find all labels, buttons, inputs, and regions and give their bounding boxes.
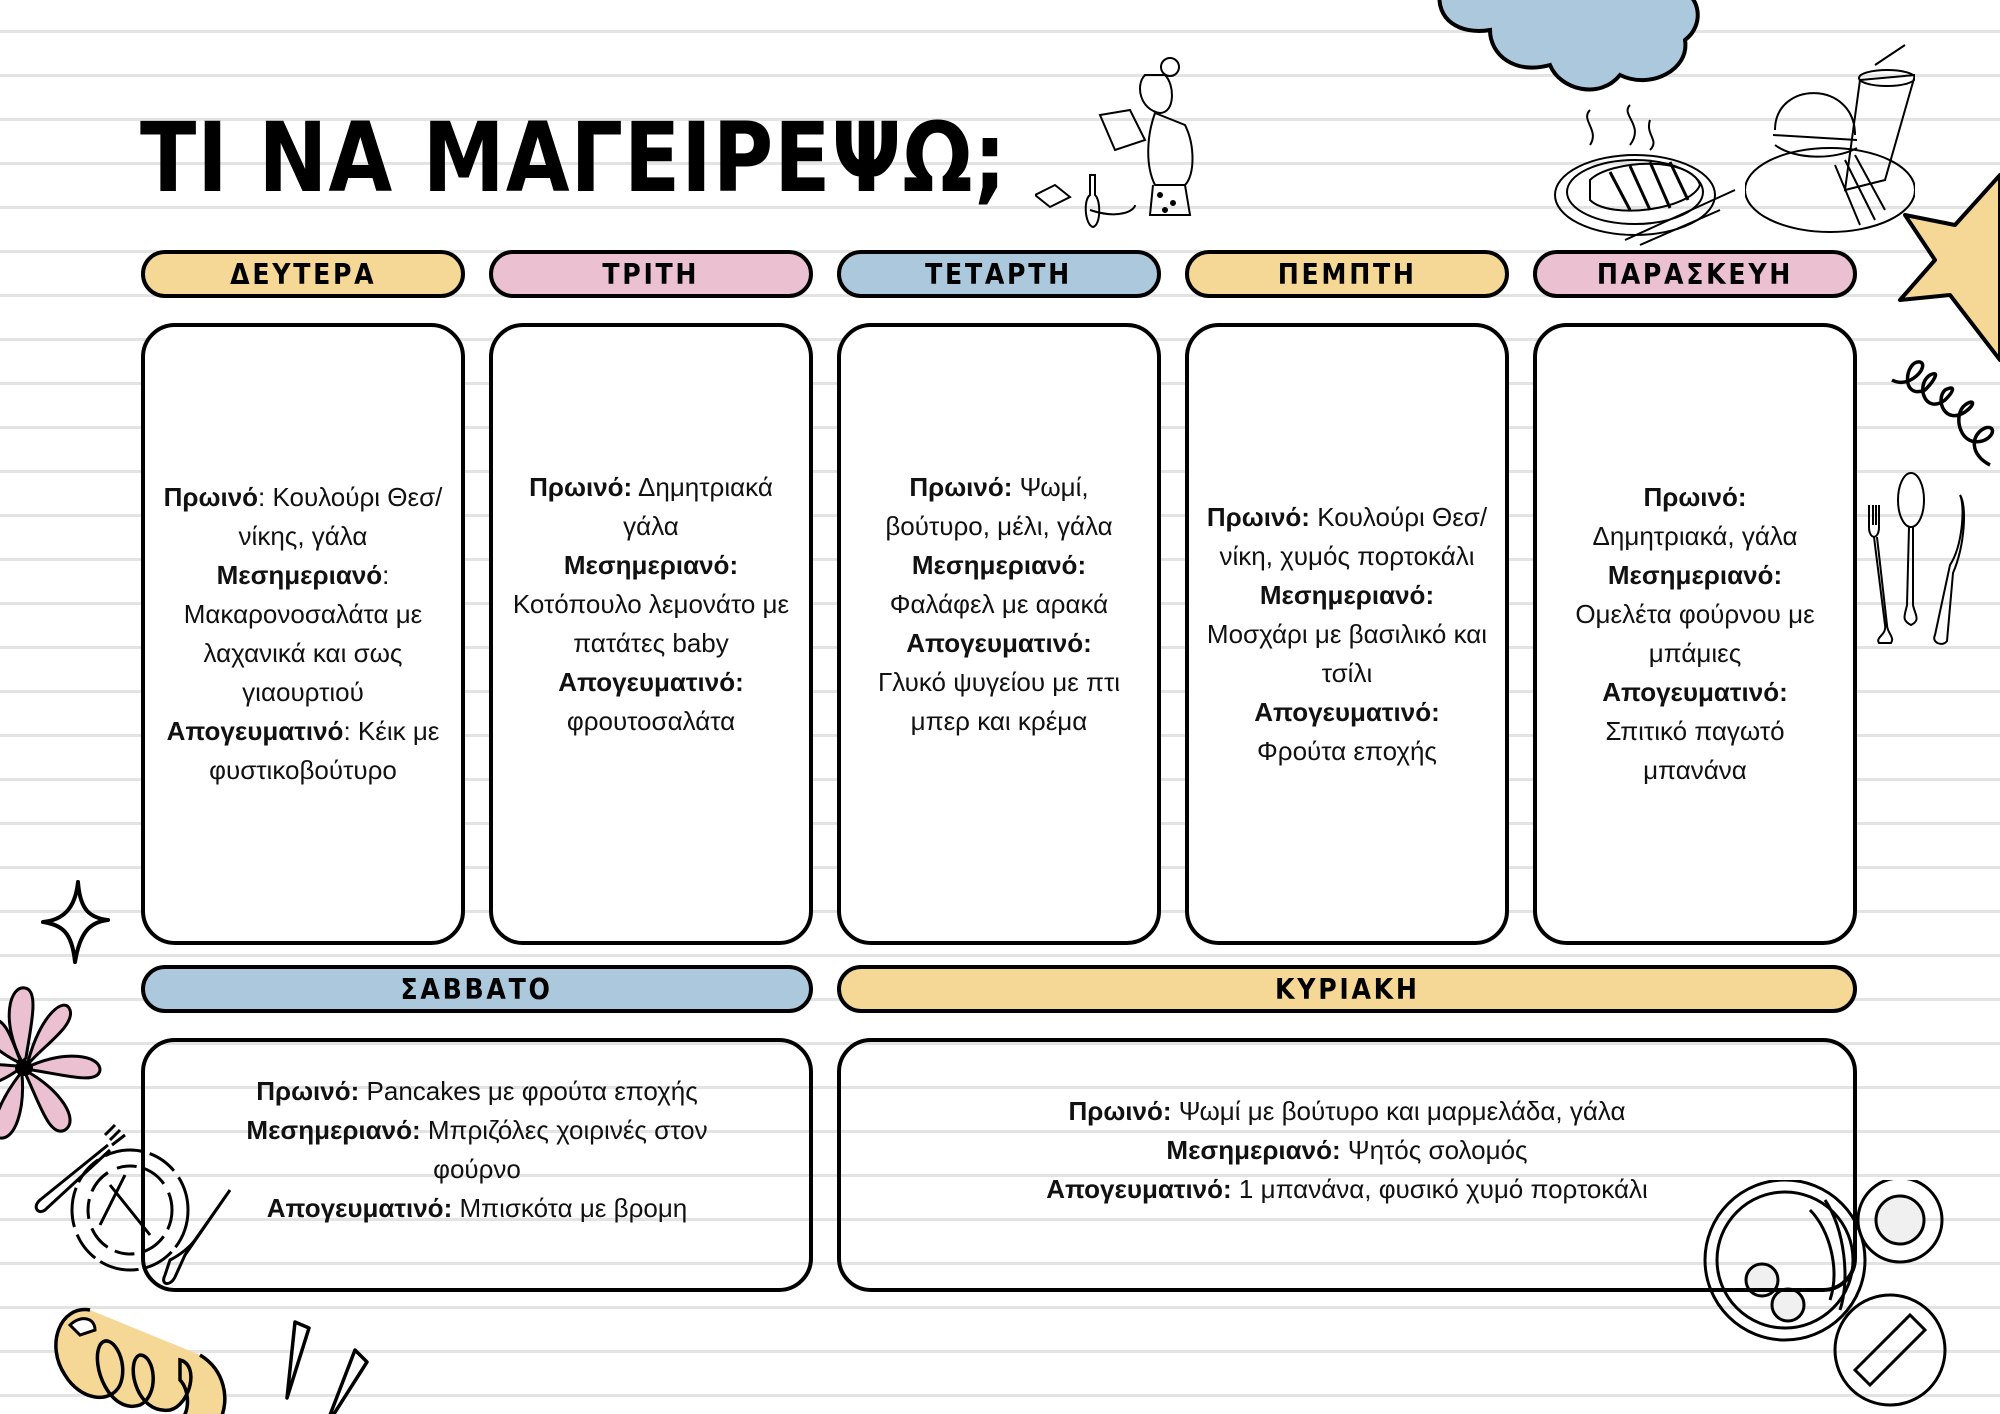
squiggle-icon [40, 1305, 240, 1414]
breakfast-label: Πρωινό: [1643, 482, 1747, 512]
day-header-wednesday [837, 250, 1161, 298]
snack-label: Απογευματινό [166, 716, 344, 746]
day-menu-monday [141, 323, 465, 945]
lunch-value: Μοσχάρι με βασιλικό και τσίλι [1206, 618, 1488, 688]
snack-label: Απογευματινό: [1254, 696, 1440, 727]
breakfast-value: Pancakes με φρούτα εποχής [366, 1076, 698, 1106]
breakfast-value: Κουλούρι Θεσ/νίκης, γάλα [238, 482, 443, 551]
day-menu-tuesday [489, 323, 813, 945]
snack-value: Φρούτα εποχής [1257, 735, 1437, 766]
snack-value: 1 μπανάνα, φυσικό χυμό πορτοκάλι [1238, 1173, 1648, 1204]
breakfast-value: Ψωμί, βούτυρο, μέλι, γάλα [885, 471, 1113, 541]
day-menu-wednesday [837, 323, 1161, 945]
day-menu-friday [1533, 323, 1857, 945]
day-header-friday [1533, 250, 1857, 298]
breakfast-label: Πρωινό: [1206, 501, 1310, 532]
breakfast-label: Πρωινό [163, 482, 259, 512]
lunch-value: Ψητός σολομός [1347, 1134, 1528, 1165]
day-menu-sunday [837, 1038, 1857, 1292]
page-title: ΤΙ ΝΑ ΜΑΓΕΙΡΕΨΩ; [140, 102, 1008, 214]
day-name: ΔΕΥΤΕΡΑ [229, 257, 377, 291]
lunch-label: Μεσημεριανό: [1259, 579, 1435, 610]
breakfast-value: Δημητριακά γάλα [623, 471, 773, 541]
snack-label: Απογευματινό: [1046, 1173, 1232, 1204]
breakfast-label: Πρωινό: [529, 471, 633, 502]
day-name: ΤΡΙΤΗ [602, 257, 700, 291]
lunch-label: Μεσημεριανό: [563, 549, 739, 580]
sparkle-icon [40, 880, 110, 965]
day-header-saturday [141, 965, 813, 1013]
lunch-label: Μεσημεριανό: [246, 1115, 421, 1145]
breakfast-value: Κουλούρι Θεσ/νίκη, χυμός πορτοκάλι [1219, 501, 1488, 571]
lunch-value: Κοτόπουλο λεμονάτο με πατάτες baby [512, 588, 790, 658]
snack-value: Σπιτικό παγωτό μπανάνα [1605, 716, 1785, 785]
day-header-thursday [1185, 250, 1509, 298]
woman-reading-menu-icon [1035, 55, 1205, 230]
snack-value: Γλυκό ψυγείου με πτι μπερ και κρέμα [877, 666, 1121, 736]
cutlery-icon [1865, 465, 1975, 650]
day-header-monday [141, 250, 465, 298]
breakfast-label: Πρωινό: [1068, 1095, 1172, 1126]
day-name: ΚΥΡΙΑΚΗ [1274, 972, 1420, 1006]
snack-value: φρουτοσαλάτα [566, 705, 736, 736]
snack-value: Μπισκότα με βρομη [459, 1193, 688, 1223]
snack-label: Απογευματινό: [906, 627, 1092, 658]
day-header-tuesday [489, 250, 813, 298]
day-header-sunday [837, 965, 1857, 1013]
breakfast-label: Πρωινό: [909, 471, 1013, 502]
breakfast-label: Πρωινό: [256, 1076, 360, 1106]
cloud-icon [1430, 0, 1710, 120]
lunch-value: Ομελέτα φούρνου με μπάμιες [1575, 599, 1815, 668]
lunch-value: Μακαρονοσαλάτα με λαχανικά και σως γιαουρτιού [183, 599, 423, 707]
snack-label: Απογευματινό: [266, 1193, 453, 1223]
lunch-value: Φαλάφελ με αρακά [889, 588, 1109, 619]
breakfast-value: Δημητριακά, γάλα [1592, 521, 1798, 551]
snack-label: Απογευματινό: [558, 666, 744, 697]
lunch-label: Μεσημεριανό: [1607, 560, 1783, 590]
burst-lines-icon [275, 1318, 415, 1414]
snack-label: Απογευματινό: [1602, 677, 1788, 707]
lunch-label: Μεσημεριανό: [1166, 1134, 1341, 1165]
snack-value: Κέικ με φυστικοβούτυρο [209, 716, 440, 785]
burger-drink-icon [1745, 40, 1915, 240]
day-menu-saturday [141, 1038, 813, 1292]
lunch-value: Μπριζόλες χοιρινές στον φούρνο [427, 1115, 708, 1184]
colon: : [382, 560, 390, 590]
steak-plate-icon [1550, 100, 1740, 250]
flower-icon [0, 980, 115, 1145]
lunch-label: Μεσημεριανό: [911, 549, 1087, 580]
spiral-icon [1890, 360, 2000, 470]
colon: : [258, 482, 273, 512]
star-icon [1895, 165, 2000, 365]
lunch-label: Μεσημεριανό [216, 560, 383, 590]
day-name: ΤΕΤΑΡΤΗ [925, 257, 1073, 291]
day-menu-thursday [1185, 323, 1509, 945]
day-name: ΠΕΜΠΤΗ [1277, 257, 1417, 291]
colon: : [343, 716, 358, 746]
day-name: ΠΑΡΑΣΚΕΥΗ [1596, 257, 1794, 291]
colon [1012, 472, 1019, 502]
day-name: ΣΑΒΒΑΤΟ [400, 972, 554, 1006]
breakfast-value: Ψωμί με βούτυρο και μαρμελάδα, γάλα [1178, 1095, 1626, 1126]
